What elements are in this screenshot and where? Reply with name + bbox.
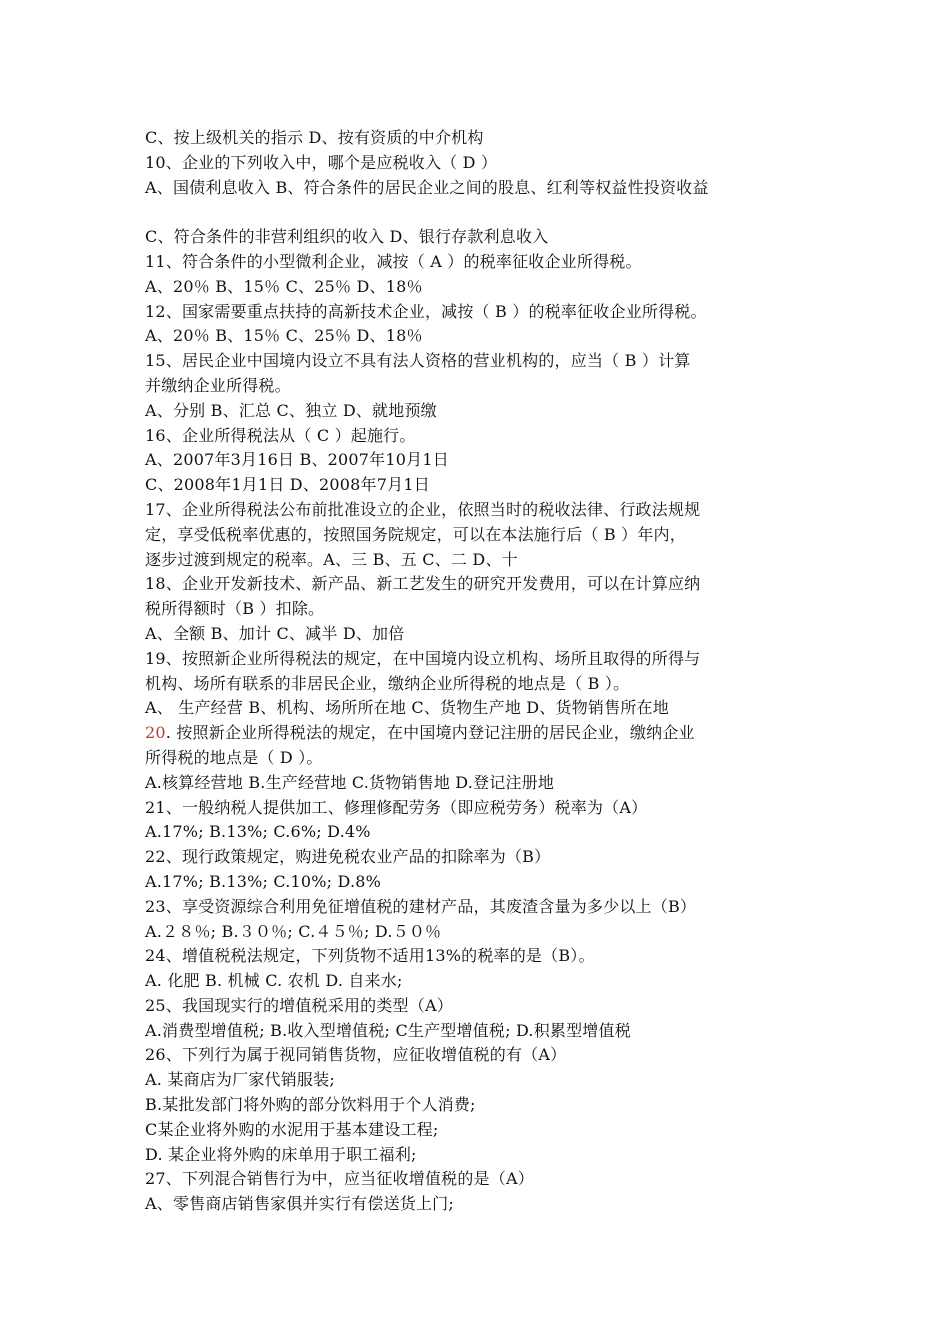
- text-line: D. 某企业将外购的床单用于职工福利;: [145, 1144, 417, 1164]
- question-27: 27、下列混合销售行为中，应当征收增值税的是（A）: [145, 1169, 534, 1189]
- text-line: 机构、场所有联系的非居民企业，缴纳企业所得税的地点是（ B ）。: [145, 673, 630, 693]
- question-number: 20: [145, 723, 166, 743]
- question-25: 25、我国现实行的增值税采用的类型（A）: [145, 995, 453, 1015]
- document-body: [145, 126, 835, 1217]
- text-line: A.消费型增值税; B.收入型增值税; C生产型增值税; D.积累型增值税: [145, 1020, 631, 1040]
- text-line: A.17%; B.13%; C.6%; D.4%: [145, 822, 371, 842]
- text-line: A、20％ B、15％ C、25％ D、18％: [145, 276, 423, 296]
- question-17: 17、企业所得税法公布前批准设立的企业，依照当时的税收法律、行政法规规: [145, 499, 701, 519]
- text-line: A.２８％; B.３０％; C.４５％; D.５０％: [145, 921, 442, 941]
- text-line: 税所得额时（B ）扣除。: [145, 599, 325, 619]
- text-line: B.某批发部门将外购的部分饮料用于个人消费;: [145, 1095, 476, 1115]
- text-line: C某企业将外购的水泥用于基本建设工程;: [145, 1119, 439, 1139]
- question-18: 18、企业开发新技术、新产品、新工艺发生的研究开发费用，可以在计算应纳: [145, 574, 701, 594]
- text-line: 并缴纳企业所得税。: [145, 375, 291, 395]
- text-line: A、零售商店销售家俱并实行有偿送货上门;: [145, 1194, 454, 1214]
- question-12: 12、国家需要重点扶持的高新技术企业，减按（ B ）的税率征收企业所得税。: [145, 301, 707, 321]
- blank-line: [145, 200, 835, 225]
- text-line: A.17%; B.13%; C.10%; D.8%: [145, 871, 382, 891]
- text-line: C、按上级机关的指示 D、按有资质的中介机构: [145, 128, 484, 147]
- question-26: 26、下列行为属于视同销售货物，应征收增值税的有（A）: [145, 1045, 567, 1065]
- text-line: A、2007年3月16日 B、2007年10月1日: [145, 450, 449, 470]
- question-text: . 按照新企业所得税法的规定，在中国境内登记注册的居民企业，缴纳企业: [165, 723, 695, 743]
- question-21: 21、一般纳税人提供加工、修理修配劳务（即应税劳务）税率为（A）: [145, 797, 648, 817]
- question-23: 23、享受资源综合利用免征增值税的建材产品，其废渣含量为多少以上（B）: [145, 896, 697, 916]
- text-line: A、20％ B、15％ C、25％ D、18％: [145, 326, 423, 346]
- text-line: A. 化肥 B. 机械 C. 农机 D. 自来水;: [145, 971, 403, 991]
- text-line: 定，享受低税率优惠的，按照国务院规定，可以在本法施行后（ B ）年内，: [145, 524, 686, 544]
- question-11: 11、符合条件的小型微利企业，减按（ A ）的税率征收企业所得税。: [145, 251, 642, 271]
- text-line: A、分别 B、汇总 C、独立 D、就地预缴: [145, 400, 437, 420]
- text-line: A.核算经营地 B.生产经营地 C.货物销售地 D.登记注册地: [145, 772, 555, 792]
- text-line: 所得税的地点是（ D ）。: [145, 747, 323, 767]
- question-20: [145, 721, 835, 746]
- question-16: 16、企业所得税法从（ C ）起施行。: [145, 425, 416, 445]
- question-24: 24、增值税税法规定，下列货物不适用13%的税率的是（B）。: [145, 946, 595, 966]
- question-10: 10、企业的下列收入中，哪个是应税收入（ D ）: [145, 152, 498, 172]
- text-line: A. 某商店为厂家代销服装;: [145, 1070, 335, 1090]
- question-22: 22、现行政策规定，购进免税农业产品的扣除率为（B）: [145, 847, 551, 867]
- question-19: 19、按照新企业所得税法的规定，在中国境内设立机构、场所且取得的所得与: [145, 648, 701, 668]
- text-line: A、全额 B、加计 C、减半 D、加倍: [145, 623, 405, 643]
- text-line: A、国债利息收入 B、符合条件的居民企业之间的股息、红利等权益性投资收益: [145, 177, 709, 197]
- text-line: A、 生产经营 B、机构、场所所在地 C、货物生产地 D、货物销售所在地: [145, 698, 669, 718]
- text-line: C、符合条件的非营利组织的收入 D、银行存款利息收入: [145, 227, 549, 247]
- text-line: C、2008年1月1日 D、2008年7月1日: [145, 475, 430, 495]
- question-15: 15、居民企业中国境内设立不具有法人资格的营业机构的，应当（ B ）计算: [145, 351, 691, 371]
- text-line: 逐步过渡到规定的税率。A、三 B、五 C、二 D、十: [145, 549, 518, 569]
